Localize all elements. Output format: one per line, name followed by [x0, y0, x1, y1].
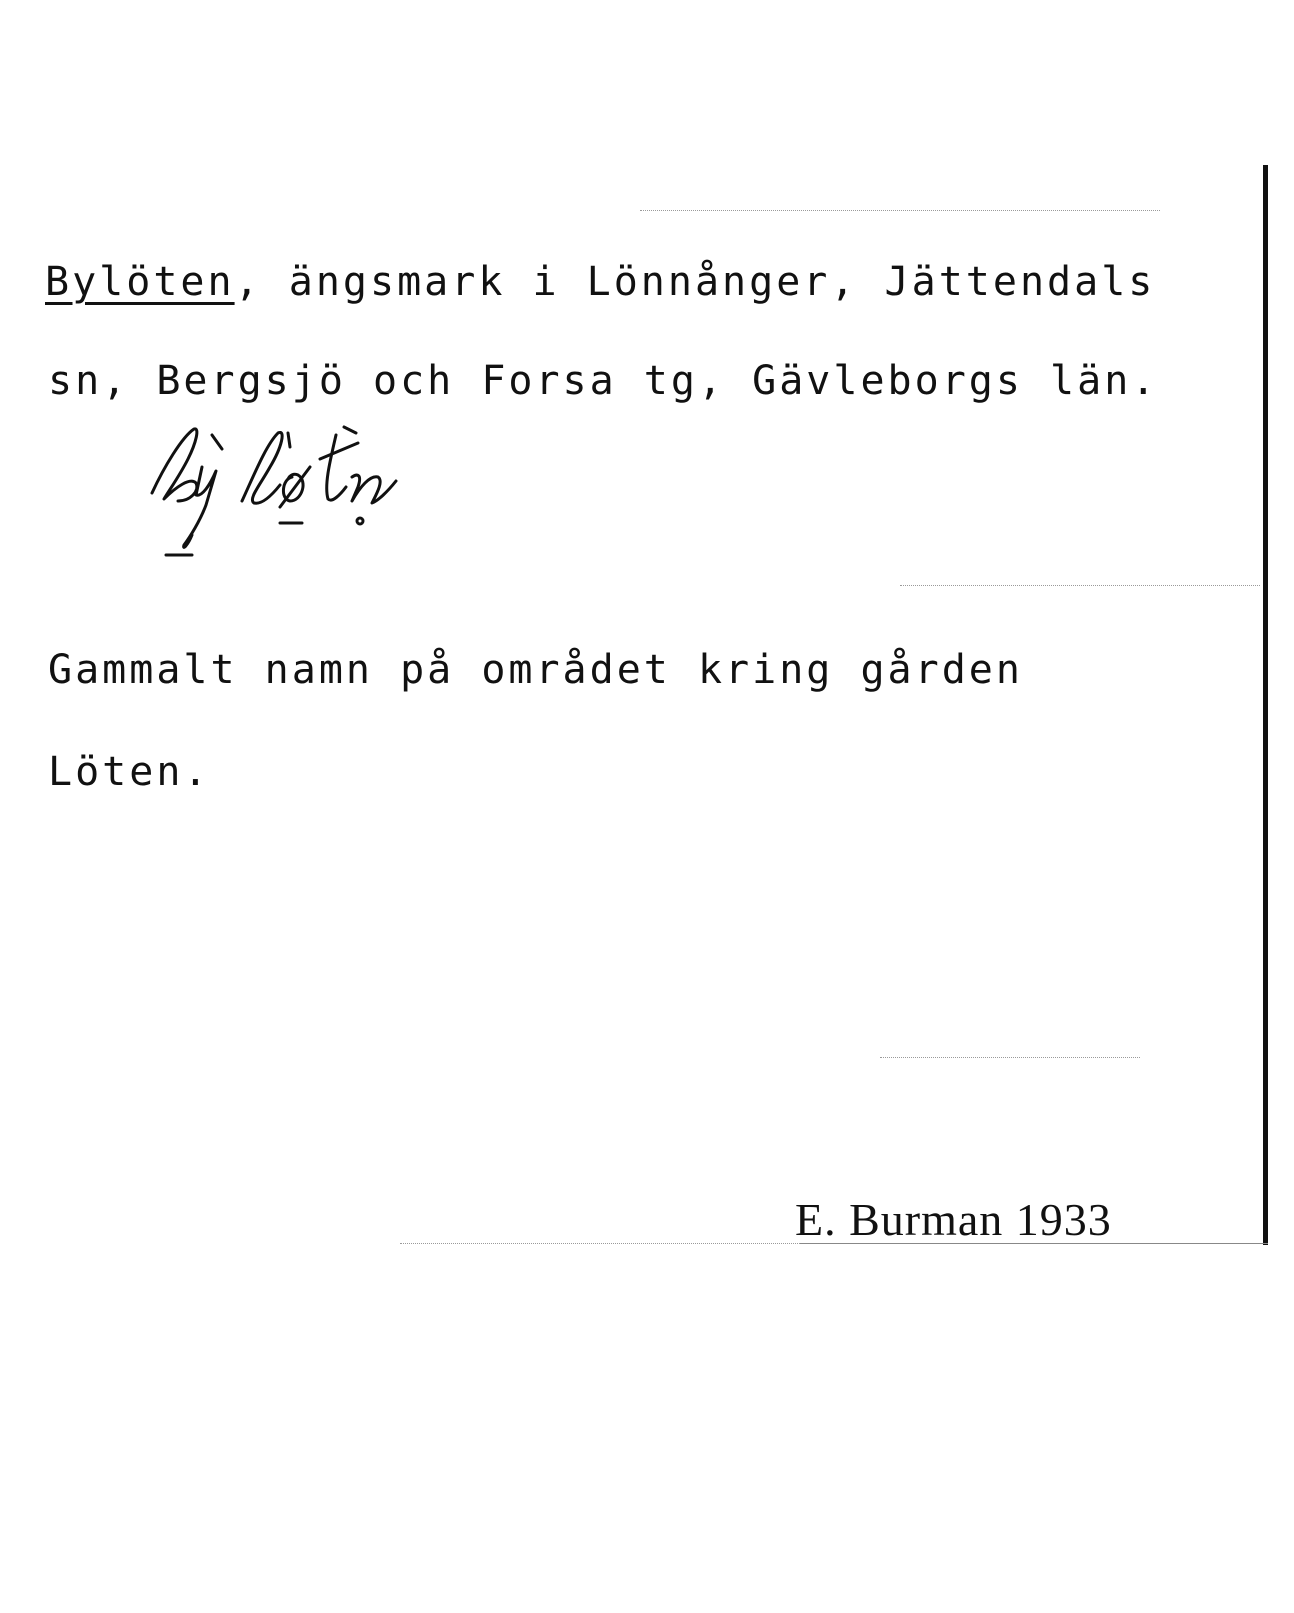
entry-line-1	[45, 259, 1156, 305]
headword: Bylöten	[45, 259, 235, 305]
entry-line-1-rest: , ängsmark i Lönnånger, Jättendals	[234, 259, 1156, 305]
signature: E. Burman 1933	[795, 1194, 1112, 1245]
faint-rule	[900, 585, 1260, 586]
entry-line-3: Gammalt namn på området kring gården	[48, 647, 1023, 693]
handwritten-pronunciation	[130, 415, 490, 565]
entry-line-2: sn, Bergsjö och Forsa tg, Gävleborgs län.	[48, 358, 1159, 404]
faint-rule	[880, 1057, 1140, 1058]
entry-line-4: Löten.	[48, 749, 211, 795]
faint-rule	[640, 210, 1160, 211]
card-right-edge	[1263, 165, 1268, 1245]
faint-rule	[400, 1243, 800, 1244]
